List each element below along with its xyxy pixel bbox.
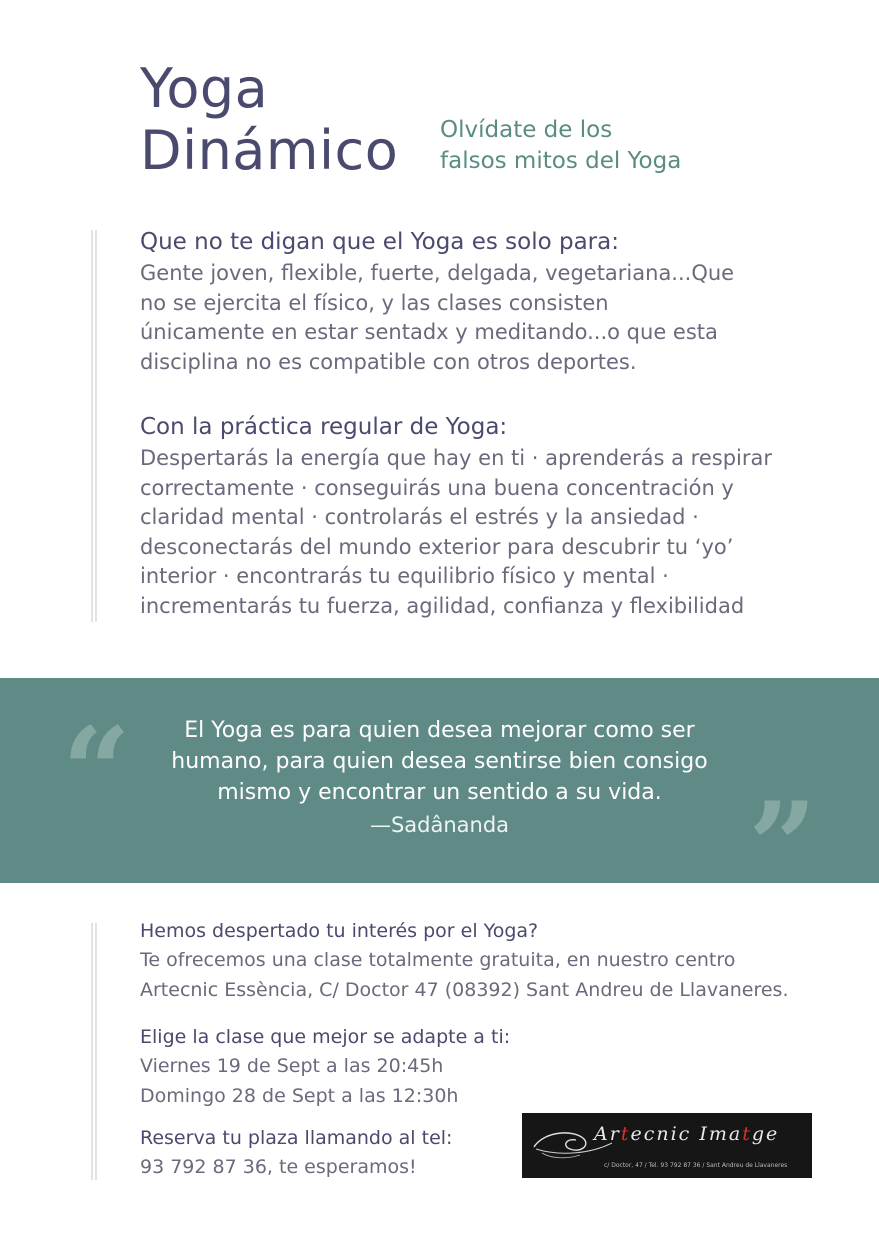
quote-text [0,715,879,841]
subtitle-line-2: falsos mitos del Yoga [440,148,682,174]
benefits-line: desconectarás del mundo exterior para descubrir tu ‘yo’ [140,534,734,559]
schedule-line: Viernes 19 de Sept a las 20:45h [140,1055,444,1077]
open-quote-icon: “ [62,701,132,842]
booking-section [140,1124,510,1182]
myths-section [140,227,830,377]
logo-address: c/ Doctor, 47 / Tel. 93 792 87 36 / Sant Andreu de Llavaneres [604,1162,788,1169]
quote-line: humano, para quien desea sentirse bien consigo [171,749,708,774]
benefits-line: interior · encontrarás tu equilibrio físico y mental · [140,564,669,588]
myths-heading: Que no te digan que el Yoga es solo para: [140,229,619,255]
myths-line: únicamente en estar sentadx y meditando...o que esta [140,320,718,344]
close-quote-icon: ” [748,776,818,917]
logo-text-part: ge [751,1123,780,1145]
schedule-line: Domingo 28 de Sept a las 12:30h [140,1085,459,1107]
logo-wordmark [594,1123,779,1145]
benefits-section [140,412,830,621]
logo-text-accent: t [620,1123,631,1145]
offer-line: Artecnic Essència, C/ Doctor 47 (08392) Sant Andreu de Llavaneres. [140,979,789,1001]
quote-line: mismo y encontrar un sentido a su vida. [217,780,662,805]
logo-text-accent: t [742,1123,752,1145]
booking-heading: Reserva tu plaza llamando al tel: [140,1127,453,1149]
benefits-line: claridad mental · controlarás el estrés y la ansiedad · [140,505,699,529]
offer-heading: Hemos despertado tu interés por el Yoga? [140,920,539,942]
offer-body [140,945,830,1005]
schedule-section [140,1023,830,1111]
myths-body [140,259,830,377]
quote-author: —Sadânanda [369,813,510,837]
schedule-heading: Elige la clase que mejor se adapte a ti: [140,1026,511,1048]
title-line-1: Yoga [140,57,269,120]
page-title [140,58,398,182]
logo-text-part: Ar [594,1123,621,1145]
subtitle [440,115,681,177]
benefits-line: incrementarás tu fuerza, agilidad, confianza y flexibilidad [140,593,745,618]
title-line-2: Dinámico [140,119,399,182]
benefits-line: Despertarás la energía que hay en ti · aprenderás a respirar [140,446,772,470]
quote-line: El Yoga es para quien desea mejorar como ser [184,718,695,743]
benefits-line: correctamente · conseguirás una buena concentración y [140,475,734,500]
myths-line: no se ejercita el físico, y las clases consisten [140,290,609,315]
offer-section [140,917,830,1005]
booking-body [140,1152,510,1182]
decorative-bar-bottom [91,923,97,1180]
benefits-body [140,444,830,621]
offer-line: Te ofrecemos una clase totalmente gratuita, en nuestro centro [140,949,736,971]
schedule-body [140,1051,830,1111]
booking-phone: 93 792 87 36, te esperamos! [140,1156,417,1178]
decorative-bar-top [91,230,97,622]
artecnic-imatge-logo [522,1113,812,1178]
logo-text-part: ecnic Ima [630,1123,743,1145]
myths-line: Gente joven, flexible, fuerte, delgada, vegetariana...Que [140,261,735,285]
myths-line: disciplina no es compatible con otros deportes. [140,349,637,374]
benefits-heading: Con la práctica regular de Yoga: [140,414,508,440]
subtitle-line-1: Olvídate de los [440,117,613,143]
